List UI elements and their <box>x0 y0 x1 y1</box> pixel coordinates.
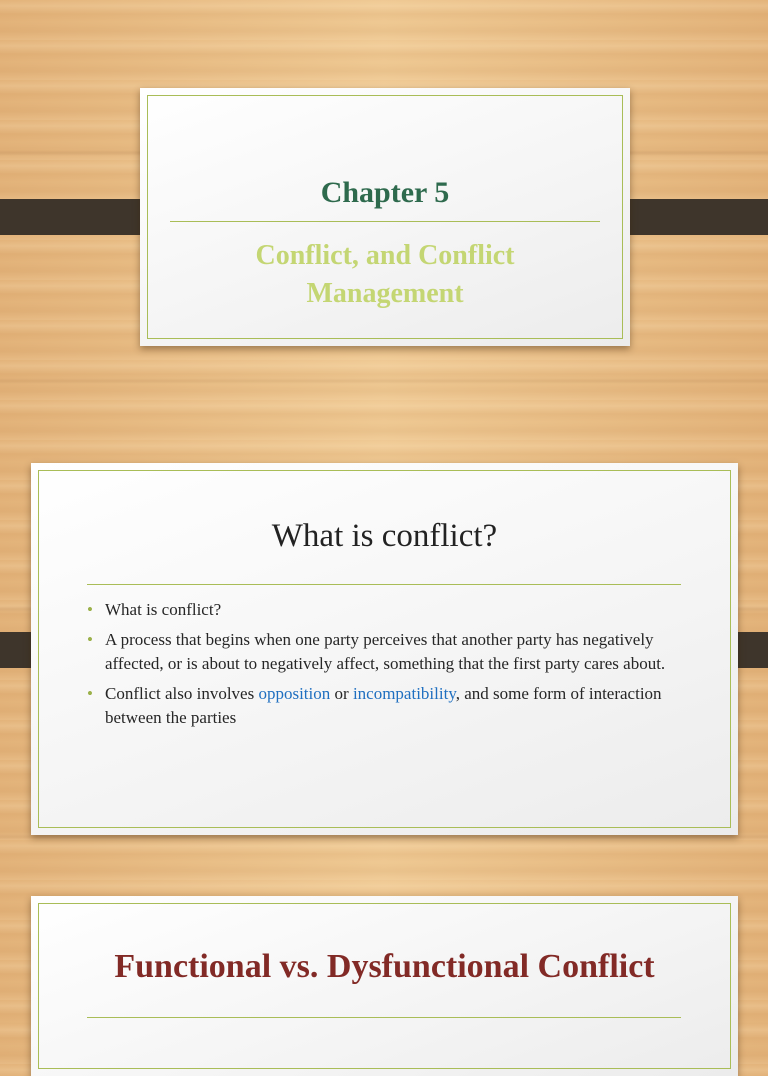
bullet-text-mid: or <box>330 684 353 703</box>
strap-left-1 <box>0 199 156 235</box>
chapter-title: Chapter 5 <box>320 176 450 209</box>
slide-frame <box>38 903 731 1069</box>
slide-card-functional-vs-dysfunctional[interactable] <box>31 896 738 1076</box>
title-divider <box>170 221 600 222</box>
bullet-icon: • <box>87 630 93 649</box>
slide-title: What is conflict? <box>271 518 498 554</box>
bullet-text-pre: Conflict also involves <box>105 684 259 703</box>
slide-title: Functional vs. Dysfunctional Conflict <box>114 948 655 985</box>
slide-card-what-is-conflict[interactable] <box>31 463 738 835</box>
bullet-item <box>87 682 668 730</box>
strap-right-1 <box>612 199 768 235</box>
title-divider <box>87 1017 681 1018</box>
bullet-text: What is conflict? <box>105 600 222 619</box>
bullet-item <box>87 628 668 676</box>
title-divider <box>87 584 681 585</box>
chapter-subtitle <box>140 237 630 313</box>
bullet-item <box>87 598 668 622</box>
subtitle-line-2: Management <box>306 278 464 309</box>
bullet-icon: • <box>87 684 93 703</box>
bullet-text: A process that begins when one party perceives that another party has negatively affected, or is about to negatively affect, something that the first party cares about. <box>105 630 666 673</box>
slide-card-chapter[interactable] <box>140 88 630 346</box>
subtitle-line-1: Conflict, and Conflict <box>255 240 515 271</box>
highlight-opposition: opposition <box>258 684 331 703</box>
bullet-icon: • <box>87 600 93 619</box>
bullet-list <box>87 598 668 736</box>
bullet-text-post: , and some form of interaction between the parties <box>105 684 662 727</box>
highlight-incompatibility: incompatibility <box>352 684 456 703</box>
